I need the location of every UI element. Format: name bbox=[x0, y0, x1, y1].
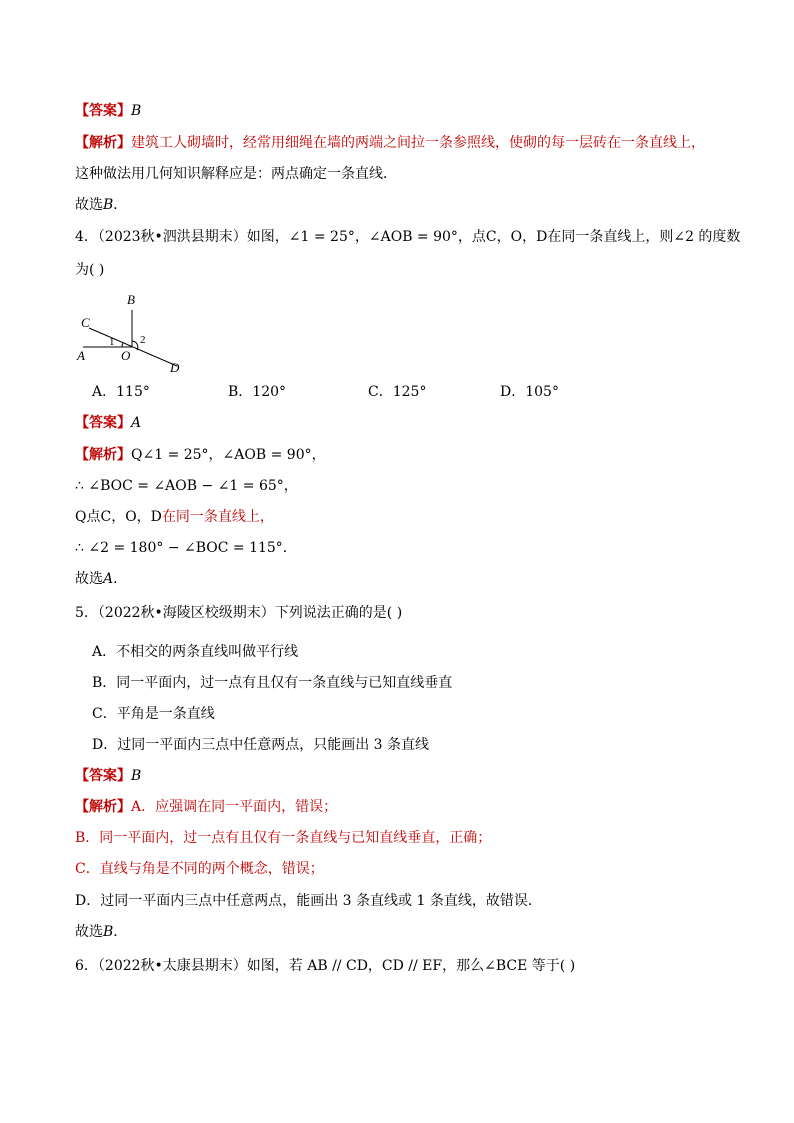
option-key: A． bbox=[92, 384, 117, 400]
option-text: 105° bbox=[525, 384, 559, 400]
label-b: B bbox=[127, 292, 135, 307]
q5-option-a bbox=[92, 642, 734, 662]
label-c: C bbox=[81, 315, 90, 330]
answer-value: A bbox=[131, 415, 142, 431]
q4-analysis-line-4 bbox=[75, 538, 734, 558]
q3-choose-line bbox=[75, 195, 734, 215]
q5-choose-line bbox=[75, 922, 734, 942]
q5-analysis-line-2 bbox=[75, 828, 734, 848]
analysis-tag: 【解析】 bbox=[75, 135, 131, 151]
option-text: C．平角是一条直线 bbox=[92, 706, 215, 722]
q5-analysis-line-4 bbox=[75, 891, 734, 911]
option-key: D． bbox=[500, 384, 526, 400]
analysis-text: Q点C，O，D bbox=[75, 509, 162, 525]
analysis-text: 建筑工人砌墙时，经常用细绳在墙的两端之间拉一条参照线，使砌的每一层砖在一条直线上， bbox=[131, 135, 705, 151]
choose-suffix: ． bbox=[113, 924, 128, 940]
q4-choose-line bbox=[75, 569, 734, 589]
analysis-text-highlight: 在同一条直线上， bbox=[161, 509, 274, 525]
question-stem: 6．（2022秋•太康县期末）如图，若 AB // CD，CD // EF，那么∠BCE 等于( ) bbox=[75, 958, 576, 974]
answer-tag: 【答案】 bbox=[75, 103, 131, 119]
answer-value: B bbox=[131, 103, 142, 119]
answer-tag: 【答案】 bbox=[75, 768, 131, 784]
option-key: C． bbox=[368, 384, 393, 400]
option-text: 125° bbox=[392, 384, 427, 400]
choose-prefix: 故选 bbox=[75, 924, 103, 940]
choose-prefix: 故选 bbox=[75, 571, 103, 587]
option-text: 120° bbox=[252, 384, 287, 400]
q4-option-a bbox=[92, 382, 150, 402]
question-stem: 为( ) bbox=[75, 262, 105, 278]
choose-value: B bbox=[103, 924, 114, 940]
q5-option-d bbox=[92, 735, 734, 755]
q3-analysis-line-2 bbox=[75, 164, 734, 184]
choose-suffix: ． bbox=[113, 197, 128, 213]
analysis-text: ∴ ∠2 = 180° − ∠BOC = 115°． bbox=[75, 540, 297, 556]
q5-analysis-line-3 bbox=[75, 859, 734, 879]
q3-analysis-line-1 bbox=[75, 133, 734, 153]
q4-stem-line-2 bbox=[75, 260, 734, 280]
choose-value: A bbox=[103, 571, 114, 587]
q4-option-b bbox=[228, 382, 286, 402]
analysis-tag: 【解析】 bbox=[75, 799, 131, 815]
q4-stem-line-1 bbox=[75, 227, 741, 247]
answer-tag: 【答案】 bbox=[75, 415, 131, 431]
q3-answer-line bbox=[75, 101, 734, 121]
q4-analysis-line-2 bbox=[75, 476, 734, 496]
q4-analysis-line-3 bbox=[75, 507, 734, 527]
question-stem: 4．（2023秋•泗洪县期末）如图，∠1 = 25°，∠AOB = 90°，点C，O，D在同一条直线上，则∠2 的度数 bbox=[75, 229, 741, 245]
analysis-text: D．过同一平面内三点中任意两点，能画出 3 条直线或 1 条直线，故错误． bbox=[75, 893, 542, 909]
q5-option-b bbox=[92, 673, 734, 693]
analysis-text: B．同一平面内，过一点有且仅有一条直线与已知直线垂直，正确； bbox=[75, 830, 492, 846]
q4-option-d bbox=[500, 382, 559, 402]
choose-prefix: 故选 bbox=[75, 197, 103, 213]
q5-analysis-line-1 bbox=[75, 797, 734, 817]
q6-stem bbox=[75, 956, 734, 976]
option-text: 115° bbox=[116, 384, 150, 400]
label-a: A bbox=[77, 348, 85, 363]
choose-value: B bbox=[103, 197, 114, 213]
analysis-text: A．应强调在同一平面内，错误； bbox=[131, 799, 338, 815]
option-key: B． bbox=[228, 384, 253, 400]
option-text: A．不相交的两条直线叫做平行线 bbox=[92, 644, 299, 660]
choose-suffix: ． bbox=[113, 571, 128, 587]
answer-value: B bbox=[131, 768, 142, 784]
angle-figure bbox=[75, 290, 195, 380]
q5-stem bbox=[75, 603, 734, 623]
analysis-text: ∴ ∠BOC = ∠AOB − ∠1 = 65°， bbox=[75, 478, 298, 494]
q4-answer-line bbox=[75, 413, 734, 433]
q5-answer-line bbox=[75, 766, 734, 786]
q5-option-c bbox=[92, 704, 734, 724]
q4-analysis-line-1 bbox=[75, 445, 734, 465]
analysis-text: 这种做法用几何知识解释应是：两点确定一条直线． bbox=[75, 166, 397, 182]
option-text: B．同一平面内，过一点有且仅有一条直线与已知直线垂直 bbox=[92, 675, 453, 691]
option-text: D．过同一平面内三点中任意两点，只能画出 3 条直线 bbox=[92, 737, 430, 753]
q4-option-c bbox=[368, 382, 426, 402]
question-stem: 5．（2022秋•海陵区校级期末）下列说法正确的是( ) bbox=[75, 605, 403, 621]
label-d: D bbox=[170, 360, 180, 375]
analysis-text: C．直线与角是不同的两个概念，错误； bbox=[75, 861, 324, 877]
label-o: O bbox=[121, 348, 131, 363]
label-angle-1: 1 bbox=[109, 336, 115, 348]
angle-1-arc bbox=[122, 343, 123, 347]
analysis-text: Q∠1 = 25°，∠AOB = 90°， bbox=[131, 447, 326, 463]
analysis-tag: 【解析】 bbox=[75, 447, 131, 463]
label-angle-2: 2 bbox=[140, 334, 146, 346]
